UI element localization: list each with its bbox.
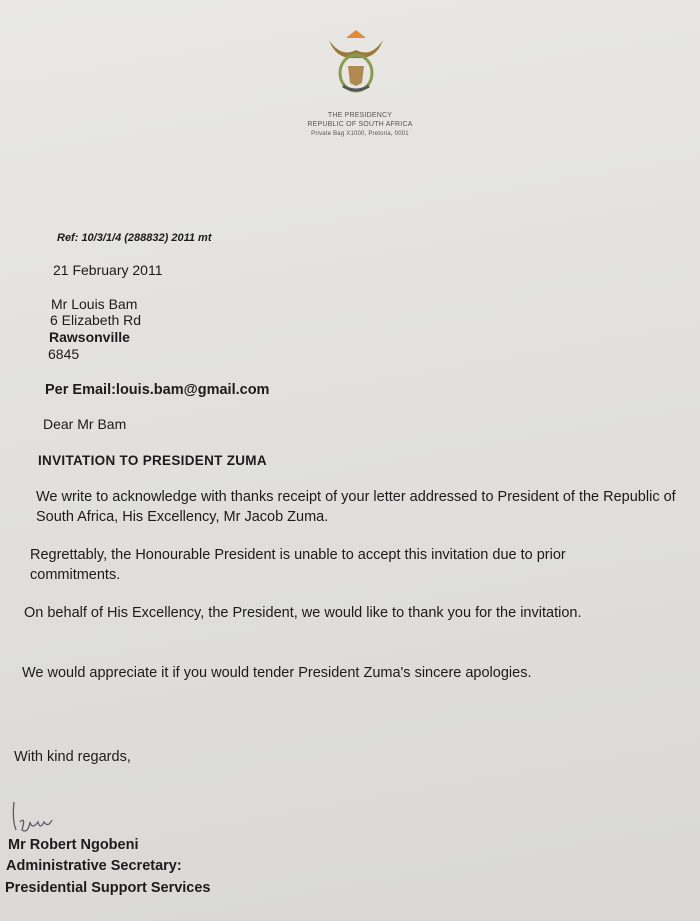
handwritten-signature (10, 800, 65, 840)
recipient-street: 6 Elizabeth Rd (50, 312, 142, 328)
recipient-name: Mr Louis Bam (51, 296, 138, 312)
coat-of-arms-icon (321, 28, 391, 96)
signatory-department: Presidential Support Services (5, 880, 211, 896)
signatory-title: Administrative Secretary: (6, 858, 182, 874)
letter-date: 21 February 2011 (53, 262, 163, 278)
signatory-name: Mr Robert Ngobeni (8, 837, 139, 853)
recipient-town: Rawsonville (49, 329, 130, 345)
paragraph-4: We would appreciate it if you would tender President Zuma's sincere apologies. (22, 665, 532, 681)
closing: With kind regards, (14, 749, 131, 765)
letterhead-line-1: THE PRESIDENCY (327, 112, 393, 119)
paragraph-3: On behalf of His Excellency, the President, we would like to thank you for the invitation. (24, 605, 582, 621)
recipient-email: Per Email:louis.bam@gmail.com (45, 382, 270, 398)
recipient-postcode: 6845 (48, 346, 80, 362)
subject-line: INVITATION TO PRESIDENT ZUMA (38, 453, 267, 468)
reference: Ref: 10/3/1/4 (288832) 2011 mt (57, 232, 212, 244)
letterhead-address: Private Bag X1000, Pretoria, 0001 (311, 131, 409, 137)
salutation: Dear Mr Bam (43, 416, 127, 432)
paragraph-1: We write to acknowledge with thanks receipt of your letter addressed to President of the Republic of South Africa, His Excellency, Mr Jacob Zuma. (36, 489, 676, 525)
letterhead-line-2: REPUBLIC OF SOUTH AFRICA (307, 121, 413, 128)
paragraph-2: Regrettably, the Honourable President is unable to accept this invitation due to prior commitments. (30, 547, 566, 583)
